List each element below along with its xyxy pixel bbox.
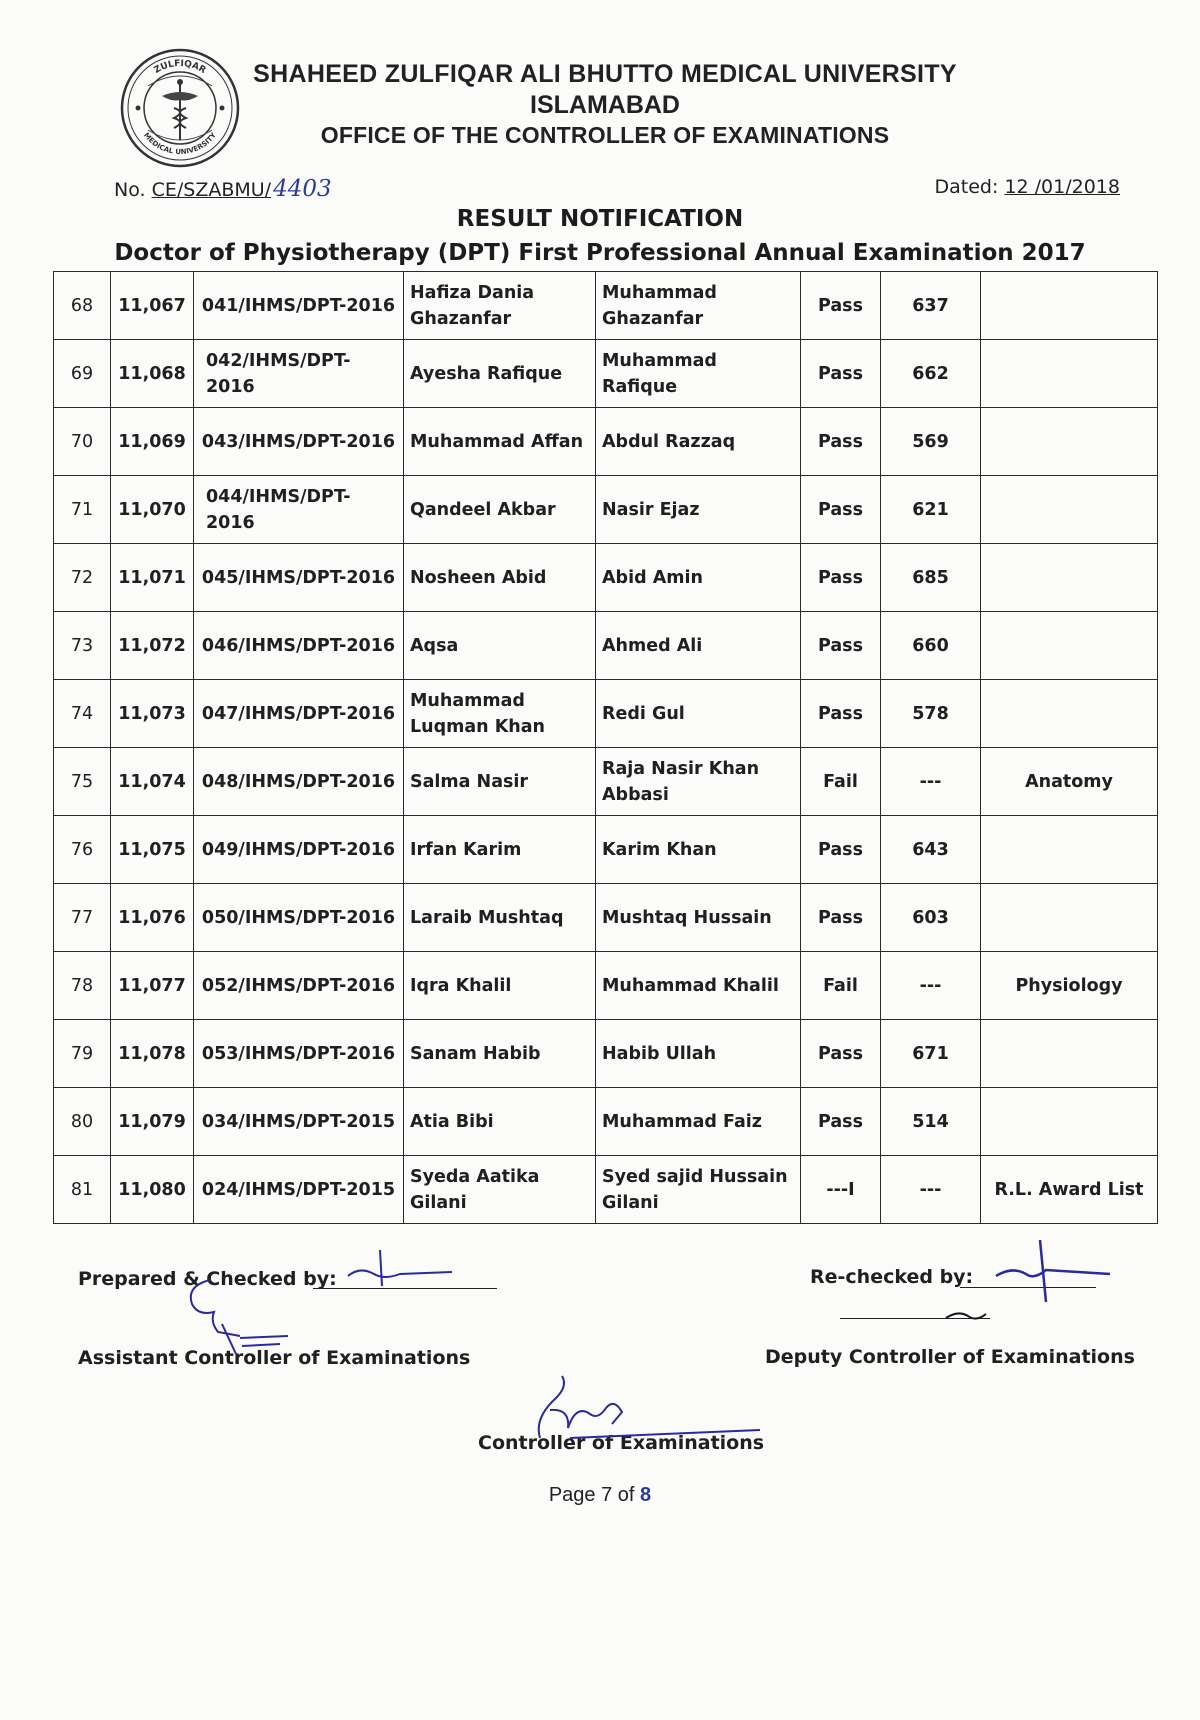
marks-cell: 662 [881,340,981,408]
result-cell: Pass [801,816,881,884]
student-name-cell: Laraib Mushtaq [404,884,596,952]
student-name-cell: Salma Nasir [404,748,596,816]
roll-number-cell: 11,077 [111,952,194,1020]
registration-number-cell: 043/IHMS/DPT-2016 [194,408,404,476]
roll-number-cell: 11,073 [111,680,194,748]
registration-number-cell: 049/IHMS/DPT-2016 [194,816,404,884]
remarks-cell [981,1088,1158,1156]
registration-number-cell: 048/IHMS/DPT-2016 [194,748,404,816]
rechecked-by-label: Re-checked by: [810,1266,974,1288]
registration-number-cell: 047/IHMS/DPT-2016 [194,680,404,748]
student-name-cell: Irfan Karim [404,816,596,884]
result-cell: Pass [801,408,881,476]
seal-text-bottom: MEDICAL UNIVERSITY [142,131,218,157]
roll-number-cell: 11,071 [111,544,194,612]
serial-number-cell: 78 [54,952,111,1020]
registration-number-cell: 050/IHMS/DPT-2016 [194,884,404,952]
table-row [54,816,1158,884]
remarks-cell: Physiology [981,952,1158,1020]
university-city: ISLAMABAD [530,91,680,119]
table-row [54,680,1158,748]
page-title: RESULT NOTIFICATION [456,206,744,232]
table-row [54,748,1158,816]
remarks-cell [981,816,1158,884]
remarks-cell [981,340,1158,408]
reference-number [114,176,332,202]
roll-number-cell: 11,072 [111,612,194,680]
table-row [54,612,1158,680]
result-cell: Pass [801,272,881,340]
registration-number-cell: 024/IHMS/DPT-2015 [194,1156,404,1224]
father-name-cell: Mushtaq Hussain [596,884,801,952]
serial-number-cell: 79 [54,1020,111,1088]
result-cell: Pass [801,884,881,952]
registration-number-cell: 053/IHMS/DPT-2016 [194,1020,404,1088]
date-line [935,176,1120,198]
father-name-cell: Habib Ullah [596,1020,801,1088]
serial-number-cell: 68 [54,272,111,340]
marks-cell: --- [881,748,981,816]
table-row [54,1156,1158,1224]
university-name: SHAHEED ZULFIQAR ALI BHUTTO MEDICAL UNIVERSITY [253,60,957,88]
father-name-cell: Muhammad Ghazanfar [596,272,801,340]
serial-number-cell: 76 [54,816,111,884]
marks-cell: 671 [881,1020,981,1088]
remarks-cell [981,1020,1158,1088]
deputy-signature [940,1300,1020,1330]
student-name-cell: Aqsa [404,612,596,680]
marks-cell: 660 [881,612,981,680]
student-name-cell: Sanam Habib [404,1020,596,1088]
roll-number-cell: 11,067 [111,272,194,340]
remarks-cell [981,272,1158,340]
roll-number-cell: 11,078 [111,1020,194,1088]
seal-text-top: ZULFIQAR [152,58,208,76]
student-name-cell: Atia Bibi [404,1088,596,1156]
father-name-cell: Syed sajid Hussain Gilani [596,1156,801,1224]
father-name-cell: Redi Gul [596,680,801,748]
serial-number-cell: 75 [54,748,111,816]
remarks-cell [981,544,1158,612]
result-cell: Fail [801,748,881,816]
dated-label: Dated: [934,176,999,198]
registration-number-cell: 034/IHMS/DPT-2015 [194,1088,404,1156]
marks-cell: 643 [881,816,981,884]
remarks-cell: R.L. Award List [981,1156,1158,1224]
marks-cell: --- [881,952,981,1020]
registration-number-cell: 044/IHMS/DPT- 2016 [194,476,404,544]
result-cell: Pass [801,1020,881,1088]
reference-handwritten-number: 4403 [273,176,332,202]
marks-cell: 514 [881,1088,981,1156]
result-cell: Pass [801,1088,881,1156]
marks-cell: 578 [881,680,981,748]
serial-number-cell: 73 [54,612,111,680]
table-row [54,476,1158,544]
result-cell: Pass [801,612,881,680]
roll-number-cell: 11,075 [111,816,194,884]
table-row [54,340,1158,408]
roll-number-cell: 11,079 [111,1088,194,1156]
student-name-cell: Ayesha Rafique [404,340,596,408]
table-row [54,1088,1158,1156]
controller-signature [510,1368,770,1448]
student-name-cell: Qandeel Akbar [404,476,596,544]
roll-number-cell: 11,068 [111,340,194,408]
roll-number-cell: 11,076 [111,884,194,952]
table-row [54,408,1158,476]
student-name-cell: Hafiza Dania Ghazanfar [404,272,596,340]
prepared-by-label: Prepared & Checked by: [78,1268,337,1290]
reference-code: CE/SZABMU/ [151,179,272,201]
page-label: Page 7 of [548,1484,635,1506]
student-name-cell: Nosheen Abid [404,544,596,612]
marks-cell: 685 [881,544,981,612]
result-cell: Pass [801,340,881,408]
marks-cell: 603 [881,884,981,952]
office-name: OFFICE OF THE CONTROLLER OF EXAMINATIONS [320,122,890,148]
remarks-cell [981,476,1158,544]
remarks-cell: Anatomy [981,748,1158,816]
result-cell: Pass [801,680,881,748]
prepared-signature [340,1240,460,1290]
table-row [54,544,1158,612]
student-name-cell: Muhammad Affan [404,408,596,476]
serial-number-cell: 74 [54,680,111,748]
table-row [54,272,1158,340]
serial-number-cell: 81 [54,1156,111,1224]
father-name-cell: Karim Khan [596,816,801,884]
serial-number-cell: 72 [54,544,111,612]
remarks-cell [981,680,1158,748]
remarks-cell [981,884,1158,952]
results-table-body [54,272,1158,1224]
page-number [0,1484,1200,1507]
date-value: 12 /01/2018 [1004,176,1120,198]
father-name-cell: Muhammad Faiz [596,1088,801,1156]
serial-number-cell: 71 [54,476,111,544]
father-name-cell: Muhammad Khalil [596,952,801,1020]
table-row [54,884,1158,952]
marks-cell: 569 [881,408,981,476]
father-name-cell: Abdul Razzaq [596,408,801,476]
father-name-cell: Ahmed Ali [596,612,801,680]
registration-number-cell: 045/IHMS/DPT-2016 [194,544,404,612]
deputy-controller-title: Deputy Controller of Examinations [765,1346,1135,1368]
remarks-cell [981,408,1158,476]
reference-prefix: No. [114,179,146,201]
roll-number-cell: 11,074 [111,748,194,816]
page-total: 8 [640,1484,652,1506]
roll-number-cell: 11,070 [111,476,194,544]
father-name-cell: Nasir Ejaz [596,476,801,544]
student-name-cell: Iqra Khalil [404,952,596,1020]
student-name-cell: Muhammad Luqman Khan [404,680,596,748]
controller-title: Controller of Examinations [478,1432,765,1454]
results-table [53,271,1158,1224]
marks-cell: 621 [881,476,981,544]
registration-number-cell: 042/IHMS/DPT- 2016 [194,340,404,408]
marks-cell: 637 [881,272,981,340]
registration-number-cell: 046/IHMS/DPT-2016 [194,612,404,680]
result-cell: Pass [801,544,881,612]
remarks-cell [981,612,1158,680]
result-cell: Fail [801,952,881,1020]
father-name-cell: Abid Amin [596,544,801,612]
serial-number-cell: 77 [54,884,111,952]
serial-number-cell: 80 [54,1088,111,1156]
marks-cell: --- [881,1156,981,1224]
registration-number-cell: 041/IHMS/DPT-2016 [194,272,404,340]
father-name-cell: Muhammad Rafique [596,340,801,408]
roll-number-cell: 11,069 [111,408,194,476]
serial-number-cell: 70 [54,408,111,476]
result-cell: ---I [801,1156,881,1224]
registration-number-cell: 052/IHMS/DPT-2016 [194,952,404,1020]
assistant-controller-title: Assistant Controller of Examinations [78,1347,471,1369]
table-row [54,952,1158,1020]
table-row [54,1020,1158,1088]
roll-number-cell: 11,080 [111,1156,194,1224]
result-cell: Pass [801,476,881,544]
serial-number-cell: 69 [54,340,111,408]
student-name-cell: Syeda Aatika Gilani [404,1156,596,1224]
father-name-cell: Raja Nasir Khan Abbasi [596,748,801,816]
assistant-signature [180,1276,300,1356]
page-subtitle: Doctor of Physiotherapy (DPT) First Professional Annual Examination 2017 [114,240,1086,266]
